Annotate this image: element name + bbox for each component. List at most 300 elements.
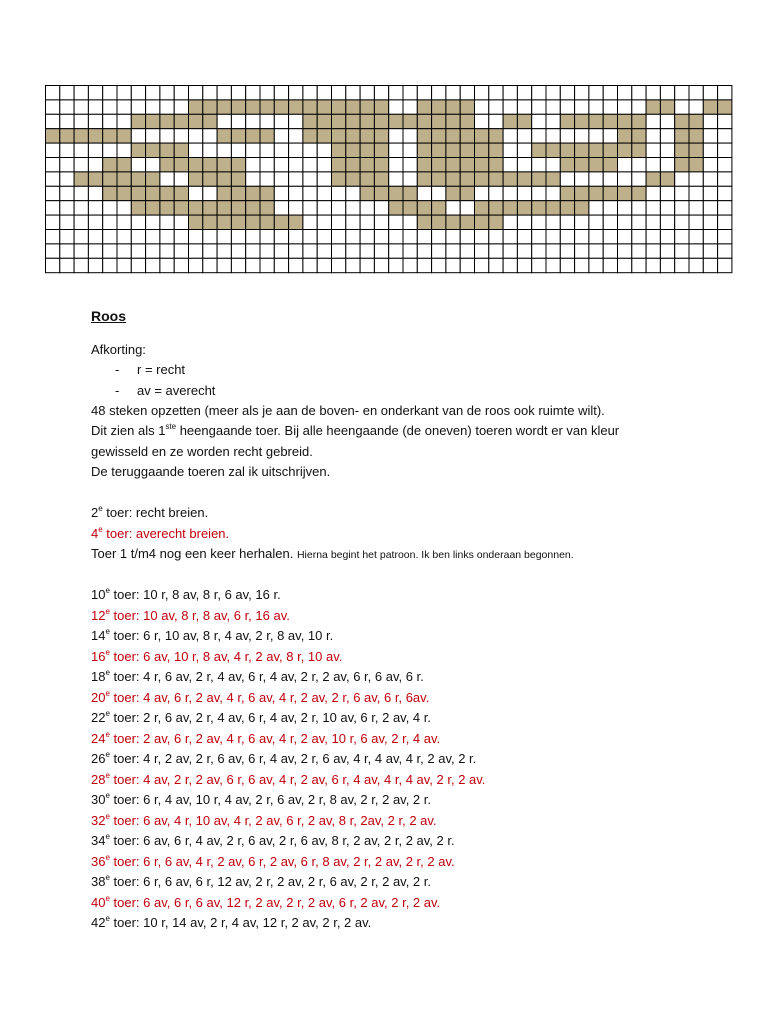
chart-cell (632, 201, 646, 215)
chart-cell (360, 114, 374, 128)
chart-cell (303, 230, 317, 244)
chart-cell (446, 129, 460, 143)
chart-cell (646, 114, 660, 128)
chart-cell (289, 244, 303, 258)
chart-cell (432, 143, 446, 157)
chart-cell (46, 172, 60, 186)
chart-cell (675, 143, 689, 157)
chart-cell (646, 100, 660, 114)
row-instruction: 18e toer: 4 r, 6 av, 2 r, 4 av, 6 r, 4 av, 2 r, 2 av, 6 r, 6 av, 6 r. (91, 668, 424, 684)
chart-cell (74, 258, 88, 272)
row-instruction: 16e toer: 6 av, 10 r, 8 av, 4 r, 2 av, 8 r, 10 av. (91, 647, 343, 664)
chart-cell (703, 114, 717, 128)
chart-cell (675, 258, 689, 272)
chart-cell (289, 100, 303, 114)
chart-cell (246, 186, 260, 200)
chart-cell (389, 258, 403, 272)
bullet-item: - r = recht (115, 362, 186, 377)
chart-cell (332, 186, 346, 200)
chart-cell (417, 215, 431, 229)
chart-cell (417, 258, 431, 272)
intro-line: gewisseld en ze worden recht gebreid. (91, 444, 313, 459)
chart-cell (260, 258, 274, 272)
chart-cell (217, 86, 231, 100)
chart-cell (360, 258, 374, 272)
chart-cell (432, 230, 446, 244)
chart-cell (546, 244, 560, 258)
chart-cell (346, 158, 360, 172)
chart-cell (260, 100, 274, 114)
chart-cell (189, 215, 203, 229)
chart-cell (231, 244, 245, 258)
chart-cell (60, 143, 74, 157)
chart-cell (189, 158, 203, 172)
chart-cell (60, 158, 74, 172)
chart-cell (446, 114, 460, 128)
chart-cell (403, 86, 417, 100)
chart-cell (575, 158, 589, 172)
chart-cell (489, 201, 503, 215)
row-instruction: 34e toer: 6 av, 6 r, 4 av, 2 r, 6 av, 2 r, 6 av, 8 r, 2 av, 2 r, 2 av, 2 r. (91, 832, 455, 848)
chart-cell (389, 201, 403, 215)
chart-cell (74, 244, 88, 258)
chart-cell (660, 186, 674, 200)
chart-cell (46, 100, 60, 114)
chart-cell (317, 143, 331, 157)
chart-cell (718, 143, 732, 157)
chart-cell (417, 158, 431, 172)
chart-cell (88, 258, 102, 272)
chart-cell (489, 215, 503, 229)
chart-cell (446, 186, 460, 200)
chart-cell (246, 244, 260, 258)
chart-cell (189, 129, 203, 143)
chart-cell (274, 215, 288, 229)
chart-cell (146, 114, 160, 128)
chart-cell (689, 143, 703, 157)
chart-cell (646, 172, 660, 186)
chart-cell (46, 244, 60, 258)
chart-cell (88, 158, 102, 172)
chart-cell (303, 258, 317, 272)
chart-cell (317, 215, 331, 229)
chart-cell (217, 258, 231, 272)
chart-cell (417, 114, 431, 128)
chart-cell (217, 129, 231, 143)
chart-cell (231, 172, 245, 186)
chart-cell (646, 186, 660, 200)
chart-cell (88, 186, 102, 200)
chart-cell (374, 143, 388, 157)
chart-cell (575, 100, 589, 114)
chart-cell (503, 143, 517, 157)
chart-cell (432, 186, 446, 200)
chart-cell (475, 86, 489, 100)
chart-cell (460, 172, 474, 186)
chart-cell (503, 129, 517, 143)
chart-cell (646, 143, 660, 157)
chart-cell (489, 129, 503, 143)
chart-cell (146, 258, 160, 272)
chart-cell (217, 100, 231, 114)
chart-cell (131, 114, 145, 128)
chart-cell (174, 86, 188, 100)
chart-cell (303, 215, 317, 229)
row-instruction: 12e toer: 10 av, 8 r, 8 av, 6 r, 16 av. (91, 606, 290, 623)
chart-cell (88, 201, 102, 215)
chart-cell (575, 143, 589, 157)
chart-cell (274, 143, 288, 157)
chart-cell (646, 258, 660, 272)
chart-cell (403, 201, 417, 215)
chart-cell (317, 158, 331, 172)
chart-cell (460, 86, 474, 100)
chart-cell (60, 186, 74, 200)
chart-cell (475, 129, 489, 143)
chart-cell (374, 100, 388, 114)
chart-cell (646, 86, 660, 100)
chart-cell (560, 114, 574, 128)
chart-cell (432, 258, 446, 272)
chart-cell (103, 258, 117, 272)
chart-cell (403, 114, 417, 128)
chart-cell (160, 186, 174, 200)
chart-cell (475, 258, 489, 272)
chart-cell (46, 258, 60, 272)
chart-cell (146, 86, 160, 100)
chart-cell (660, 258, 674, 272)
chart-cell (417, 143, 431, 157)
chart-cell (718, 230, 732, 244)
chart-cell (346, 86, 360, 100)
chart-cell (231, 215, 245, 229)
chart-cell (374, 215, 388, 229)
chart-cell (174, 215, 188, 229)
chart-cell (675, 244, 689, 258)
chart-cell (103, 100, 117, 114)
chart-cell (417, 186, 431, 200)
chart-cell (575, 244, 589, 258)
chart-cell (603, 129, 617, 143)
chart-cell (503, 100, 517, 114)
chart-cell (160, 158, 174, 172)
chart-cell (575, 172, 589, 186)
chart-cell (103, 158, 117, 172)
chart-cell (517, 186, 531, 200)
chart-cell (503, 201, 517, 215)
chart-cell (174, 158, 188, 172)
chart-cell (289, 258, 303, 272)
chart-cell (374, 186, 388, 200)
chart-cell (88, 244, 102, 258)
chart-cell (703, 215, 717, 229)
chart-cell (160, 129, 174, 143)
chart-cell (374, 201, 388, 215)
chart-cell (217, 186, 231, 200)
chart-cell (460, 215, 474, 229)
chart-cell (360, 129, 374, 143)
chart-cell (389, 172, 403, 186)
chart-cell (74, 129, 88, 143)
chart-cell (517, 172, 531, 186)
chart-cell (560, 186, 574, 200)
chart-cell (189, 201, 203, 215)
chart-cell (146, 215, 160, 229)
chart-cell (532, 114, 546, 128)
chart-cell (146, 129, 160, 143)
chart-cell (117, 258, 131, 272)
chart-cell (131, 172, 145, 186)
chart-cell (432, 201, 446, 215)
chart-cell (603, 258, 617, 272)
chart-cell (503, 230, 517, 244)
chart-cell (160, 201, 174, 215)
chart-cell (589, 129, 603, 143)
chart-cell (618, 158, 632, 172)
chart-cell (417, 86, 431, 100)
chart-cell (489, 172, 503, 186)
chart-cell (131, 201, 145, 215)
chart-cell (503, 215, 517, 229)
chart-cell (231, 158, 245, 172)
chart-cell (260, 186, 274, 200)
chart-cell (260, 215, 274, 229)
chart-cell (532, 244, 546, 258)
chart-cell (532, 258, 546, 272)
chart-cell (703, 172, 717, 186)
chart-cell (332, 258, 346, 272)
chart-cell (74, 172, 88, 186)
chart-cell (346, 244, 360, 258)
chart-cell (360, 244, 374, 258)
chart-cell (203, 201, 217, 215)
chart-cell (517, 100, 531, 114)
chart-cell (174, 230, 188, 244)
chart-cell (575, 215, 589, 229)
chart-cell (146, 244, 160, 258)
chart-cell (689, 215, 703, 229)
chart-cell (217, 215, 231, 229)
chart-cell (74, 215, 88, 229)
chart-cell (503, 86, 517, 100)
chart-cell (560, 86, 574, 100)
chart-cell (389, 186, 403, 200)
chart-cell (303, 201, 317, 215)
chart-cell (217, 158, 231, 172)
chart-cell (589, 230, 603, 244)
chart-cell (546, 172, 560, 186)
chart-cell (589, 158, 603, 172)
chart-cell (88, 230, 102, 244)
chart-cell (589, 186, 603, 200)
chart-cell (532, 172, 546, 186)
chart-cell (432, 114, 446, 128)
chart-cell (332, 100, 346, 114)
chart-cell (274, 114, 288, 128)
chart-cell (203, 258, 217, 272)
chart-cell (560, 258, 574, 272)
chart-cell (460, 100, 474, 114)
row-instruction: 22e toer: 2 r, 6 av, 2 r, 4 av, 6 r, 4 av, 2 r, 10 av, 6 r, 2 av, 4 r. (91, 709, 431, 725)
chart-cell (217, 230, 231, 244)
chart-cell (174, 100, 188, 114)
chart-cell (432, 100, 446, 114)
chart-cell (274, 244, 288, 258)
chart-cell (374, 129, 388, 143)
row-instruction: 14e toer: 6 r, 10 av, 8 r, 4 av, 2 r, 8 av, 10 r. (91, 627, 334, 643)
chart-cell (260, 114, 274, 128)
chart-cell (303, 158, 317, 172)
chart-cell (117, 143, 131, 157)
chart-cell (646, 129, 660, 143)
chart-cell (46, 186, 60, 200)
chart-cell (618, 186, 632, 200)
chart-cell (88, 143, 102, 157)
chart-cell (489, 114, 503, 128)
chart-cell (689, 172, 703, 186)
chart-cell (360, 215, 374, 229)
chart-cell (260, 158, 274, 172)
chart-cell (160, 230, 174, 244)
chart-cell (646, 158, 660, 172)
chart-cell (103, 172, 117, 186)
chart-cell (131, 158, 145, 172)
chart-cell (203, 186, 217, 200)
chart-cell (274, 186, 288, 200)
chart-cell (489, 230, 503, 244)
chart-cell (231, 86, 245, 100)
chart-cell (332, 230, 346, 244)
chart-cell (675, 230, 689, 244)
chart-cell (303, 100, 317, 114)
chart-cell (546, 230, 560, 244)
chart-cell (546, 86, 560, 100)
chart-cell (303, 143, 317, 157)
chart-cell (718, 244, 732, 258)
chart-cell (703, 230, 717, 244)
chart-cell (403, 129, 417, 143)
chart-cell (246, 143, 260, 157)
chart-cell (675, 100, 689, 114)
chart-cell (432, 172, 446, 186)
chart-cell (632, 186, 646, 200)
chart-cell (718, 100, 732, 114)
chart-cell (718, 186, 732, 200)
chart-cell (517, 114, 531, 128)
row-instruction: 36e toer: 6 r, 6 av, 4 r, 2 av, 6 r, 2 av, 6 r, 8 av, 2 r, 2 av, 2 r, 2 av. (91, 852, 455, 869)
chart-cell (403, 143, 417, 157)
chart-cell (46, 201, 60, 215)
chart-cell (231, 201, 245, 215)
chart-cell (460, 244, 474, 258)
row-instruction: 40e toer: 6 av, 6 r, 6 av, 12 r, 2 av, 2 r, 2 av, 6 r, 2 av, 2 r, 2 av. (91, 893, 441, 910)
chart-cell (589, 143, 603, 157)
chart-cell (274, 258, 288, 272)
chart-cell (389, 100, 403, 114)
chart-cell (603, 100, 617, 114)
row-instruction: 32e toer: 6 av, 4 r, 10 av, 4 r, 2 av, 6 r, 2 av, 8 r, 2av, 2 r, 2 av. (91, 811, 437, 828)
chart-cell (88, 215, 102, 229)
chart-cell (289, 114, 303, 128)
chart-cell (632, 114, 646, 128)
chart-cell (703, 258, 717, 272)
chart-cell (589, 114, 603, 128)
chart-cell (532, 86, 546, 100)
chart-cell (246, 114, 260, 128)
row-instruction: 4e toer: averecht breien. (91, 525, 230, 541)
chart-cell (475, 201, 489, 215)
chart-cell (189, 172, 203, 186)
chart-cell (231, 258, 245, 272)
chart-cell (131, 258, 145, 272)
chart-cell (360, 143, 374, 157)
chart-cell (160, 215, 174, 229)
chart-cell (88, 129, 102, 143)
chart-cell (575, 129, 589, 143)
chart-cell (703, 129, 717, 143)
chart-cell (317, 230, 331, 244)
chart-cell (689, 186, 703, 200)
chart-cell (303, 114, 317, 128)
chart-cell (675, 158, 689, 172)
chart-cell (460, 258, 474, 272)
chart-cell (603, 215, 617, 229)
chart-cell (88, 114, 102, 128)
chart-cell (432, 244, 446, 258)
chart-cell (660, 86, 674, 100)
chart-cell (589, 100, 603, 114)
chart-cell (546, 258, 560, 272)
chart-cell (460, 230, 474, 244)
chart-cell (575, 86, 589, 100)
chart-cell (675, 186, 689, 200)
chart-cell (618, 244, 632, 258)
chart-cell (489, 186, 503, 200)
chart-cell (332, 129, 346, 143)
chart-cell (231, 100, 245, 114)
chart-cell (60, 129, 74, 143)
chart-cell (618, 86, 632, 100)
chart-cell (618, 129, 632, 143)
chart-cell (503, 114, 517, 128)
chart-cell (346, 215, 360, 229)
chart-cell (374, 230, 388, 244)
chart-cell (460, 143, 474, 157)
chart-cell (403, 172, 417, 186)
intro-line: De teruggaande toeren zal ik uitschrijven. (91, 464, 331, 479)
chart-cell (675, 129, 689, 143)
chart-cell (517, 258, 531, 272)
chart-cell (303, 129, 317, 143)
chart-cell (718, 114, 732, 128)
chart-cell (675, 201, 689, 215)
chart-cell (274, 86, 288, 100)
chart-cell (160, 258, 174, 272)
chart-cell (532, 129, 546, 143)
row-instruction: 38e toer: 6 r, 6 av, 6 r, 12 av, 2 r, 2 av, 2 r, 6 av, 2 r, 2 av, 2 r. (91, 873, 431, 889)
chart-cell (289, 186, 303, 200)
chart-cell (675, 114, 689, 128)
chart-cell (346, 143, 360, 157)
chart-cell (189, 100, 203, 114)
chart-cell (360, 100, 374, 114)
chart-cell (317, 186, 331, 200)
row-instruction: 30e toer: 6 r, 4 av, 10 r, 4 av, 2 r, 6 av, 2 r, 8 av, 2 r, 2 av, 2 r. (91, 791, 431, 807)
chart-cell (146, 100, 160, 114)
chart-cell (546, 129, 560, 143)
chart-cell (231, 186, 245, 200)
chart-cell (660, 244, 674, 258)
